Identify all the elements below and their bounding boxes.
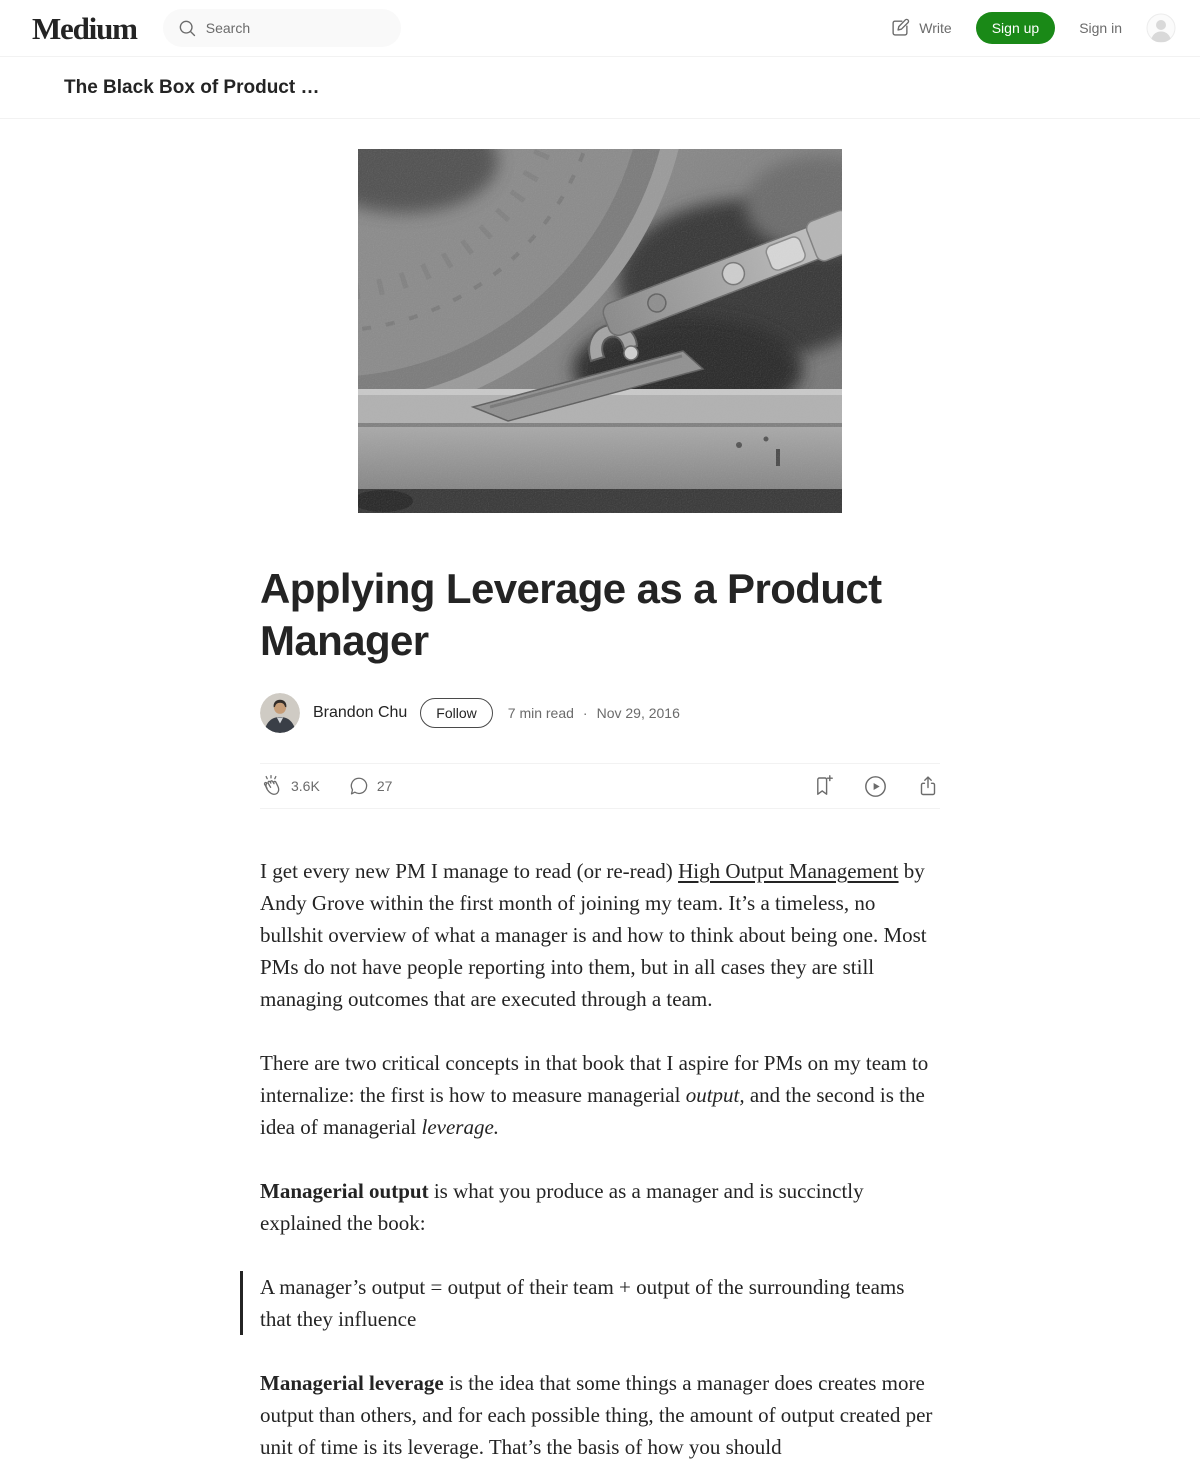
search-input[interactable] xyxy=(206,20,376,36)
blockquote xyxy=(240,1271,940,1335)
paragraph xyxy=(260,1047,940,1143)
responses-button[interactable] xyxy=(348,775,393,797)
article-main xyxy=(260,149,940,1463)
body-text: There are two critical concepts in that book that I aspire for PMs on my team to internalize: the first is how to measure managerial xyxy=(260,1051,929,1107)
hero-image xyxy=(358,149,842,513)
italic-text: output, xyxy=(685,1083,745,1107)
write-label: Write xyxy=(919,20,952,36)
nav-right xyxy=(889,12,1176,44)
responses-count: 27 xyxy=(376,778,393,794)
follow-button[interactable]: Follow xyxy=(420,698,492,728)
write-icon xyxy=(889,17,911,39)
nav-left xyxy=(32,9,401,47)
article-title: Applying Leverage as a Product Manager xyxy=(260,565,882,664)
engagement-right xyxy=(811,774,940,799)
search-icon xyxy=(177,18,197,38)
share-button[interactable] xyxy=(916,774,940,798)
engagement-left xyxy=(260,774,392,798)
paragraph xyxy=(260,1367,940,1463)
publication-bar xyxy=(0,57,1200,119)
publication-title[interactable]: The Black Box of Product … xyxy=(64,76,320,98)
clap-count: 3.6K xyxy=(291,778,320,794)
author-name[interactable]: Brandon Chu xyxy=(313,704,408,721)
bookmark-button[interactable] xyxy=(811,774,835,798)
article-meta xyxy=(508,705,680,721)
engagement-bar xyxy=(260,763,940,809)
italic-text: leverage. xyxy=(421,1115,500,1139)
clap-button[interactable] xyxy=(260,774,320,798)
body-text: is what you produce as a manager and is succinctly explained the book: xyxy=(260,1179,864,1235)
body-text: and the second is the idea of managerial xyxy=(260,1083,925,1139)
body-text: A manager’s output = output of their team + output of the surrounding teams that they influence xyxy=(260,1275,905,1331)
signup-button[interactable]: Sign up xyxy=(976,12,1055,44)
body-text: is the idea that some things a manager does creates more output than others, and for each possible thing, the amount of output created per unit of time is its leverage. That’s the basis of how you should xyxy=(260,1371,933,1459)
paragraph xyxy=(260,1175,940,1239)
inline-link[interactable]: High Output Management xyxy=(678,859,899,883)
comment-icon xyxy=(348,775,370,797)
listen-button[interactable] xyxy=(863,774,888,799)
author-avatar[interactable] xyxy=(260,693,300,733)
clap-icon xyxy=(260,774,284,798)
publish-date: Nov 29, 2016 xyxy=(596,705,680,721)
share-icon xyxy=(916,786,940,801)
person-silhouette-icon xyxy=(1146,13,1176,43)
read-time: 7 min read xyxy=(507,705,574,721)
article-body xyxy=(260,855,940,1463)
paragraph xyxy=(260,855,940,1015)
bookmark-plus-icon xyxy=(811,786,835,801)
user-avatar[interactable] xyxy=(1146,13,1176,43)
signin-link[interactable]: Sign in xyxy=(1079,20,1122,36)
play-circle-icon xyxy=(863,787,888,802)
search-box[interactable] xyxy=(163,9,401,47)
bold-text: Managerial output xyxy=(260,1179,429,1203)
bold-text: Managerial leverage xyxy=(260,1371,444,1395)
top-nav xyxy=(0,0,1200,57)
body-text: I get every new PM I manage to read (or re-read) xyxy=(260,859,679,883)
medium-logo[interactable]: Medium xyxy=(32,10,137,46)
write-button[interactable] xyxy=(889,17,951,39)
meta-separator: · xyxy=(582,705,588,721)
author-row xyxy=(260,693,940,733)
body-text: by Andy Grove within the first month of joining my team. It’s a timeless, no bullshit overview of what a manager is and how to think about being one. Most PMs do not have people reporting into them, but in all cases they are still managing outcomes that are executed through a team. xyxy=(260,859,927,1011)
